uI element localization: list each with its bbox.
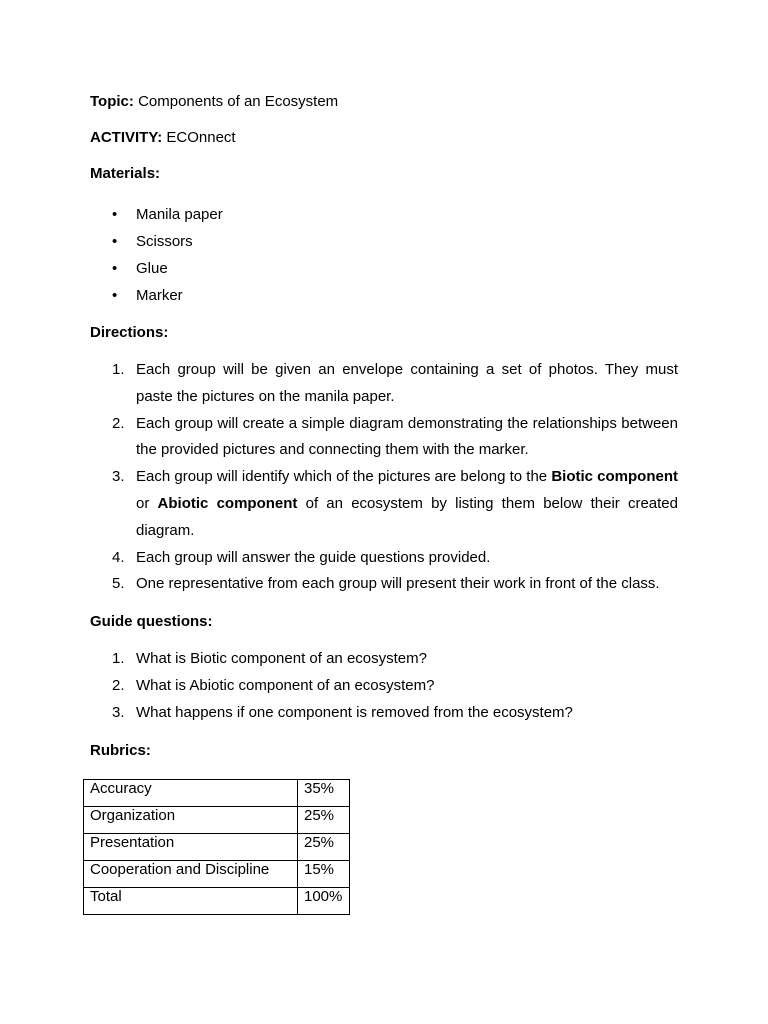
document-page [90, 92, 678, 905]
list-item: • Scissors [112, 233, 193, 250]
rubrics-table [83, 779, 350, 915]
list-item: • Marker [112, 287, 183, 304]
list-item: 2. Each group will create a simple diagram demonstrating the relationships between the provided pictures and connecting them with the marker. [112, 414, 678, 459]
topic-line [90, 92, 678, 112]
list-item: • Manila paper [112, 206, 223, 223]
guide-list [90, 646, 678, 726]
activity-line [90, 128, 678, 148]
table-row: Cooperation and Discipline 15% [84, 860, 350, 887]
list-item: 1. What is Biotic component of an ecosystem? [112, 650, 427, 668]
activity-label: ACTIVITY: [90, 129, 163, 146]
list-item: • Glue [112, 260, 168, 277]
activity-value: ECOnnect [166, 129, 236, 146]
rubrics-heading: Rubrics: [90, 741, 151, 759]
table-row: Presentation 25% [84, 833, 350, 860]
table-row: Total 100% [84, 887, 350, 914]
directions-heading: Directions: [90, 324, 169, 341]
topic-value: Components of an Ecosystem [138, 93, 339, 110]
list-item: 2. What is Abiotic component of an ecosystem? [112, 676, 435, 694]
materials-list [90, 201, 678, 309]
guide-heading: Guide questions: [90, 613, 213, 631]
directions-list [90, 357, 678, 598]
materials-heading: Materials: [90, 165, 161, 182]
list-item: 4. Each group will answer the guide questions provided. [112, 548, 491, 566]
list-item: 1. Each group will be given an envelope containing a set of photos. They must paste the pictures on the manila paper. [112, 361, 678, 405]
table-row: Accuracy 35% [84, 779, 350, 806]
list-item: 3. Each group will identify which of the pictures are belong to the Biotic component or Abiotic component of an ecosystem by listing them below their created diagram. [112, 468, 678, 539]
topic-label: Topic: [90, 93, 134, 110]
list-item: 3. What happens if one component is removed from the ecosystem? [112, 703, 573, 721]
list-item: 5. One representative from each group will present their work in front of the class. [112, 575, 660, 593]
table-row: Organization 25% [84, 806, 350, 833]
